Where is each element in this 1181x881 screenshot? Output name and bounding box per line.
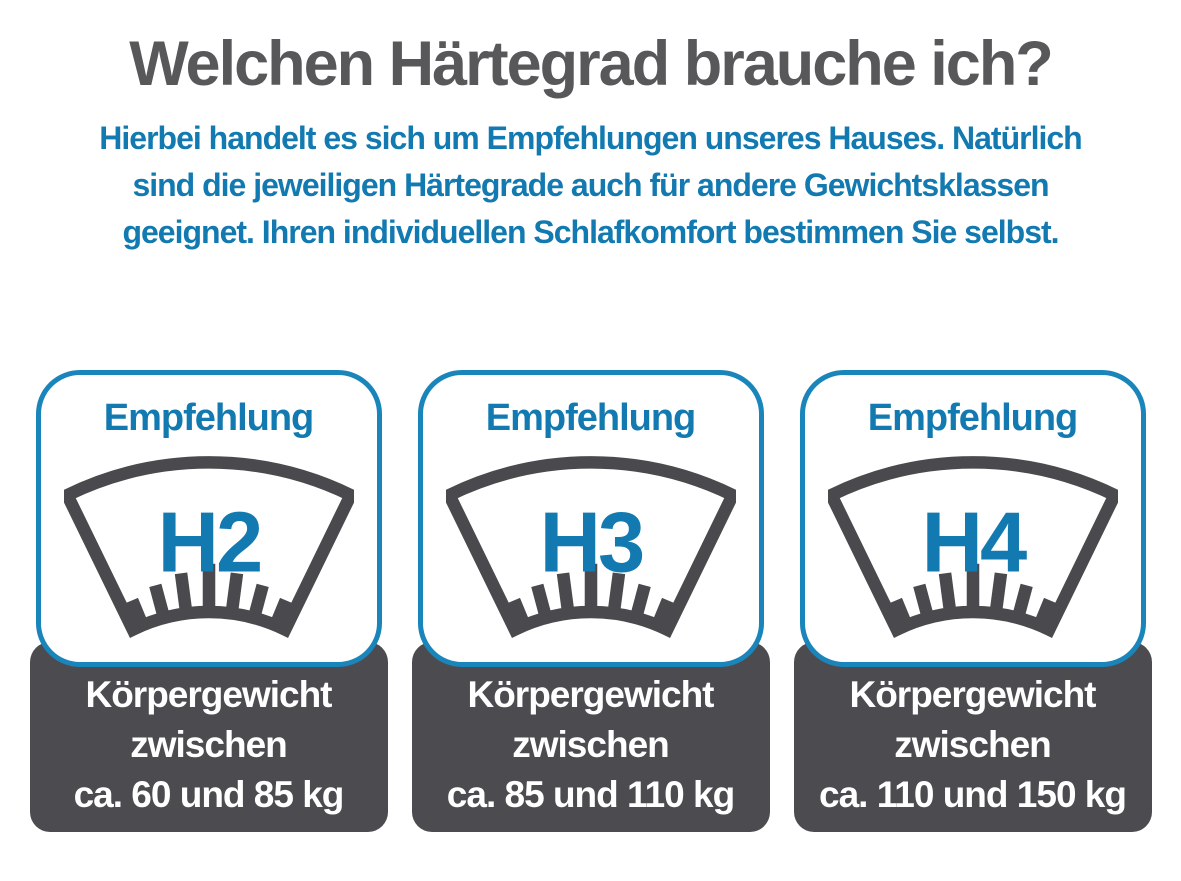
page-subtitle xyxy=(0,115,1181,256)
weight-line: zwischen xyxy=(894,724,1051,765)
subtitle-line: geeignet. Ihren individuellen Schlafkomfort bestimmen Sie selbst. xyxy=(122,214,1059,251)
weight-line: zwischen xyxy=(512,724,669,765)
subtitle-line: Hierbei handelt es sich um Empfehlungen unseres Hauses. Natürlich xyxy=(99,120,1082,157)
hardness-card-h2 xyxy=(30,370,388,832)
weight-line: ca. 110 und 150 kg xyxy=(819,774,1126,815)
hardness-grade-label: H4 xyxy=(921,494,1024,590)
hardness-guide-infographic xyxy=(0,30,1181,881)
weight-line: Körpergewicht xyxy=(849,674,1096,715)
recommendation-label: Empfehlung xyxy=(485,397,696,439)
weight-line: ca. 60 und 85 kg xyxy=(73,774,344,815)
gauge-scale-icon xyxy=(828,448,1118,641)
weight-range-text xyxy=(794,670,1152,820)
weight-range-text xyxy=(412,670,770,820)
weight-line: ca. 85 und 110 kg xyxy=(446,774,735,815)
hardness-grade-label: H3 xyxy=(539,494,642,590)
recommendation-label: Empfehlung xyxy=(103,397,314,439)
recommendation-card xyxy=(800,370,1146,667)
hardness-card-h4 xyxy=(794,370,1152,832)
hardness-cards-row xyxy=(0,370,1181,832)
weight-line: zwischen xyxy=(130,724,287,765)
recommendation-label: Empfehlung xyxy=(867,397,1078,439)
subtitle-line: sind die jeweiligen Härtegrade auch für andere Gewichtsklassen xyxy=(132,167,1049,204)
recommendation-card xyxy=(418,370,764,667)
gauge-scale-icon xyxy=(64,448,354,641)
page-title: Welchen Härtegrad brauche ich? xyxy=(129,29,1052,99)
recommendation-card xyxy=(36,370,382,667)
weight-range-text xyxy=(30,670,388,820)
hardness-card-h3 xyxy=(412,370,770,832)
weight-line: Körpergewicht xyxy=(85,674,332,715)
weight-line: Körpergewicht xyxy=(467,674,714,715)
hardness-grade-label: H2 xyxy=(157,494,260,590)
gauge-scale-icon xyxy=(446,448,736,641)
